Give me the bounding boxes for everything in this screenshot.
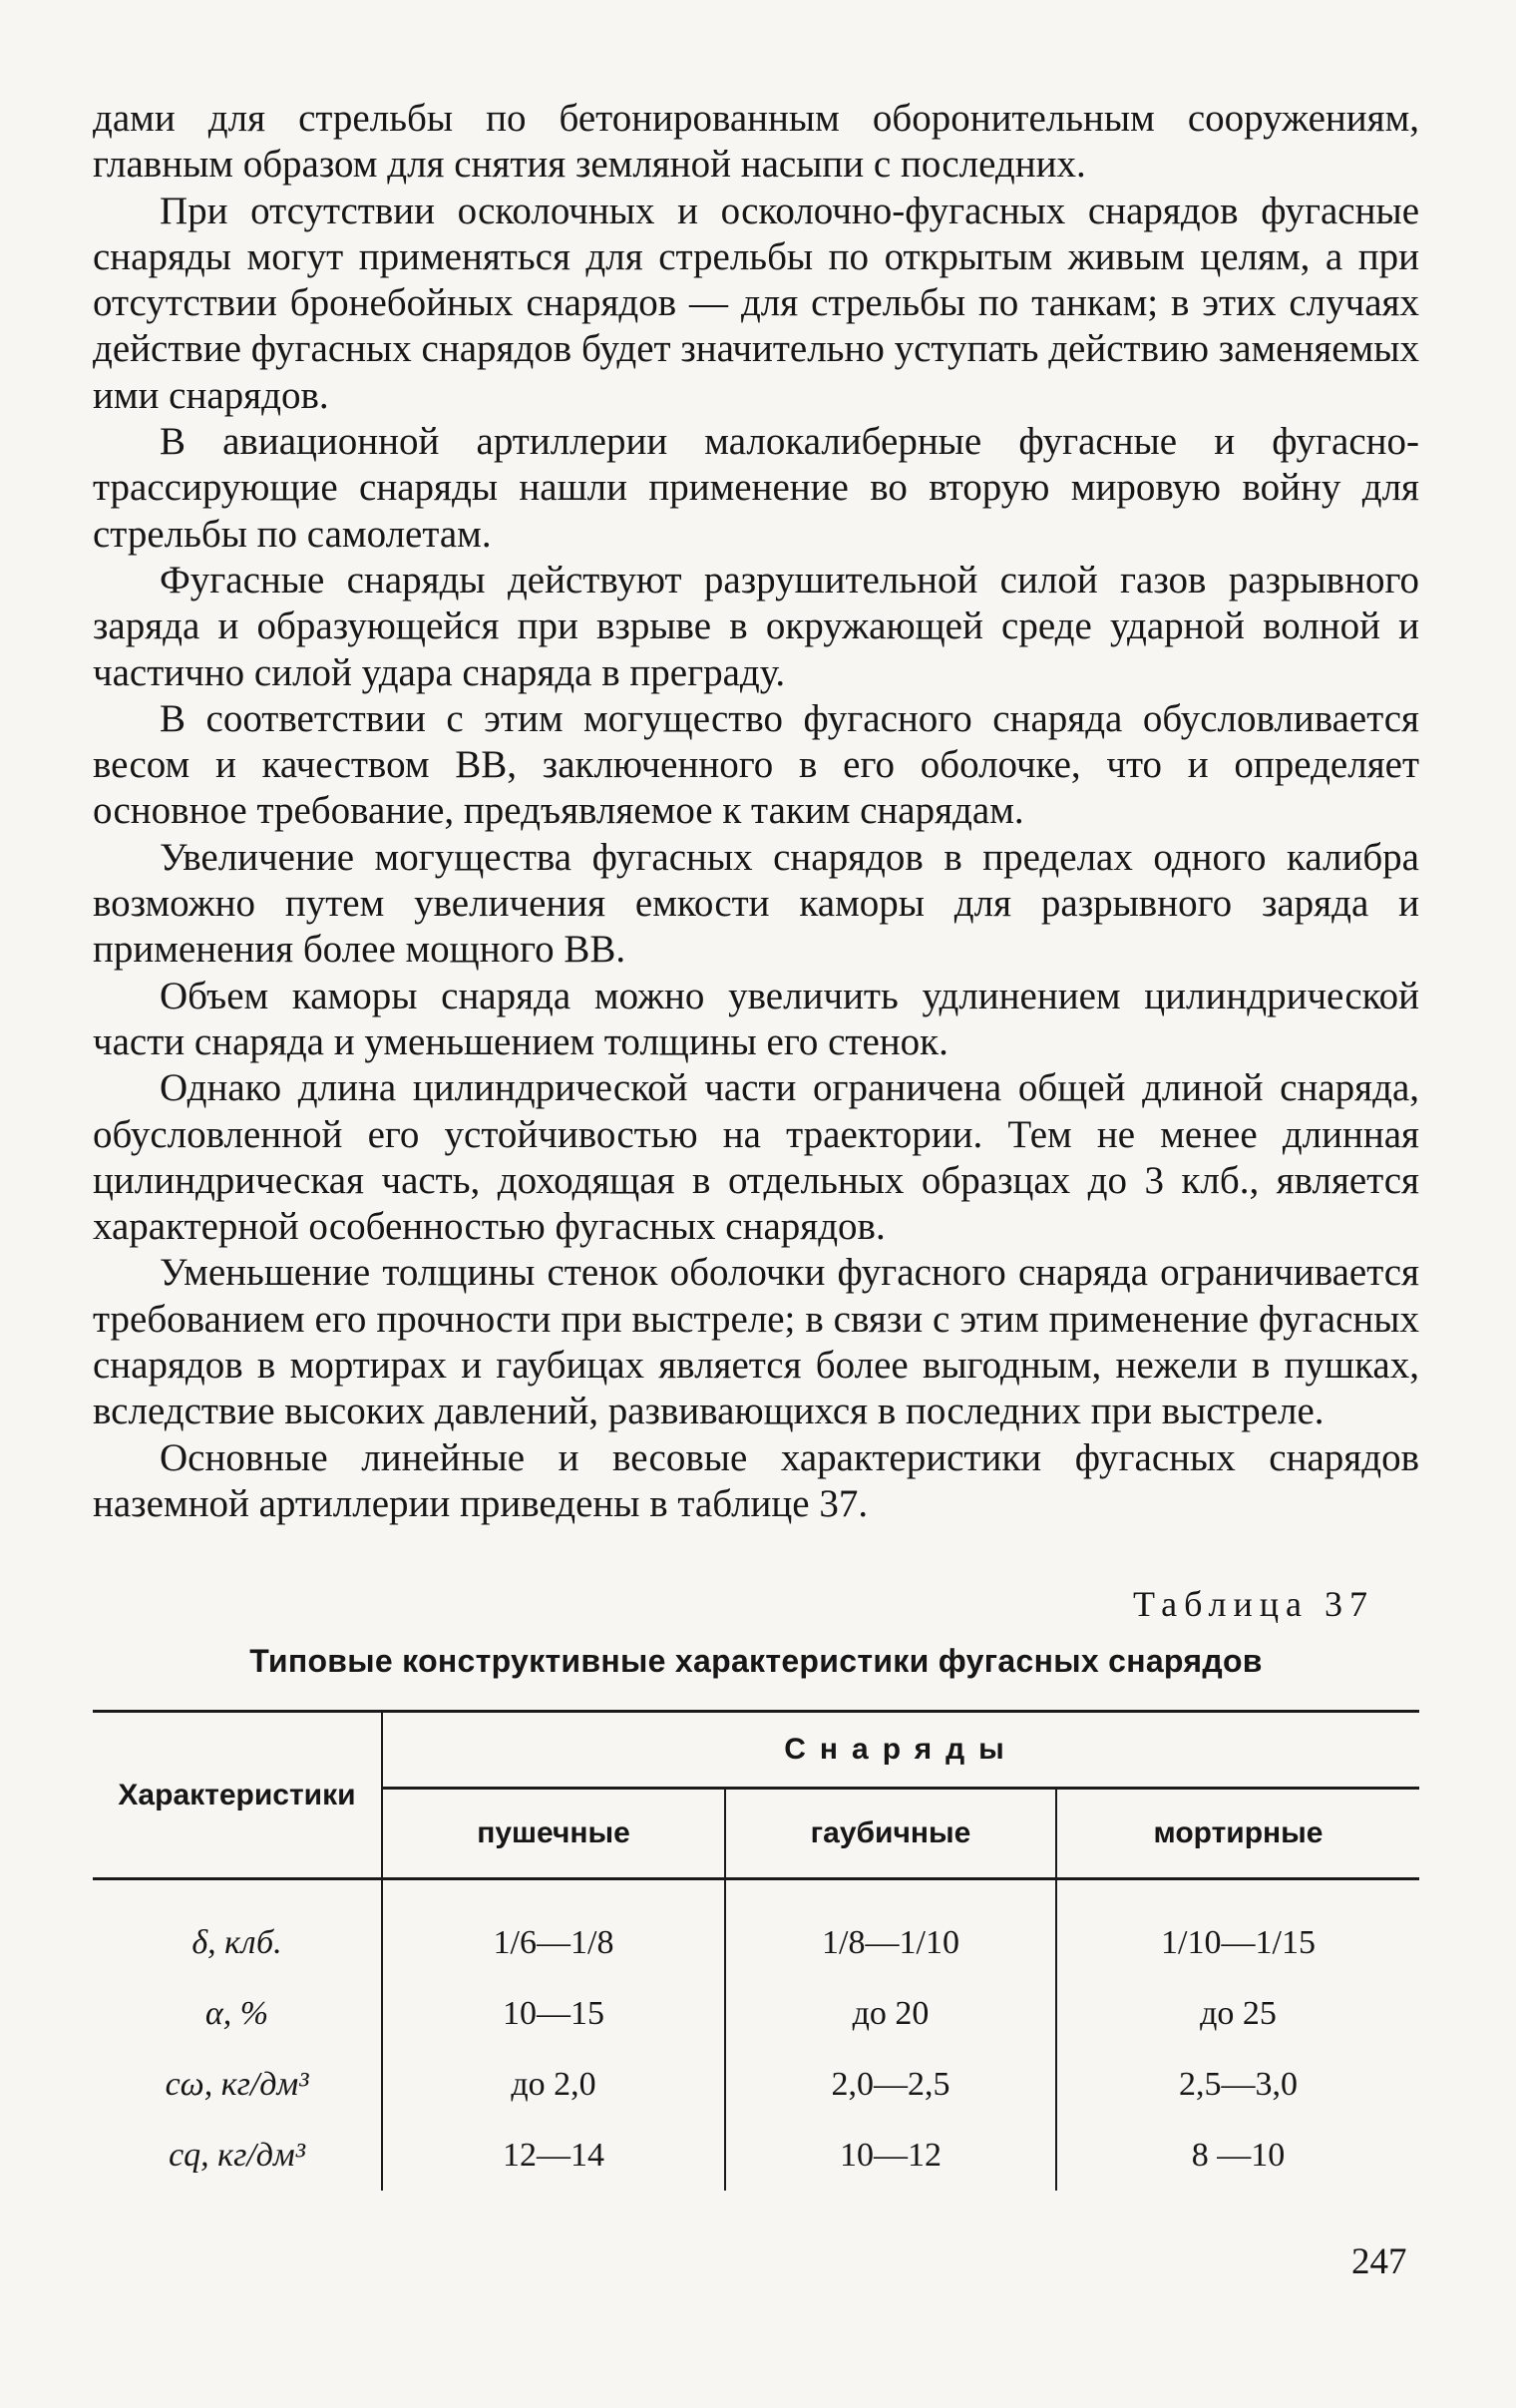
cell-value: до 20: [725, 1978, 1056, 2049]
cell-value: 10—12: [725, 2120, 1056, 2191]
paragraph: Фугасные снаряды действуют разрушительной силой газов разрывного заряда и образующейся при взрыве в окружающей среде ударной волной и частично силой удара снаряда в преграду.: [93, 558, 1419, 694]
cell-value: 1/10—1/15: [1056, 1879, 1419, 1979]
cell-value: 12—14: [382, 2120, 725, 2191]
paragraph: Уменьшение толщины стенок оболочки фугасного снаряда ограничивается требованием его прочности при выстреле; в связи с этим применение фугасных снарядов в мортирах и гаубицах является более выгодным, нежели в пушках, вследствие высоких давлений, развивающихся в последних при выстреле.: [93, 1251, 1419, 1433]
page-number: 247: [1351, 2241, 1407, 2282]
header-characteristics: Характеристики: [93, 1712, 382, 1879]
table-row: [93, 1879, 1419, 1979]
row-label: α, %: [204, 1994, 269, 2032]
row-label: cω, кг/дм³: [165, 2065, 309, 2103]
table-row: [93, 1978, 1419, 2049]
header-gun-shells: пушечные: [382, 1789, 725, 1879]
cell-value: до 25: [1056, 1978, 1419, 2049]
paragraph: Однако длина цилиндрической части ограничена общей длиной снаряда, обусловленной его устойчивостью на траектории. Тем не менее длинная цилиндрическая часть, доходящая в отдельных образцах до 3 клб., является характерной особенностью фугасных снарядов.: [93, 1066, 1419, 1249]
book-page: [93, 96, 1419, 2191]
table-row: [93, 2120, 1419, 2191]
cell-value: 1/6—1/8: [382, 1879, 725, 1979]
header-shells: Снаряды: [382, 1712, 1419, 1789]
header-howitzer-shells: гаубичные: [725, 1789, 1056, 1879]
cell-value: 2,0—2,5: [725, 2049, 1056, 2120]
cell-value: 1/8—1/10: [725, 1879, 1056, 1979]
cell-value: 2,5—3,0: [1056, 2049, 1419, 2120]
paragraph: В авиационной артиллерии малокалиберные фугасные и фугасно-трассирующие снаряды нашли применение во вторую мировую войну для стрельбы по самолетам.: [93, 420, 1419, 556]
header-mortar-shells: мортирные: [1056, 1789, 1419, 1879]
paragraph: В соответствии с этим могущество фугасного снаряда обусловливается весом и качеством ВВ, заключенного в его оболочке, что и определяет основное требование, предъявляемое к таким снарядам.: [93, 696, 1419, 833]
row-label: cq, кг/дм³: [169, 2136, 305, 2174]
cell-value: 8 —10: [1056, 2120, 1419, 2191]
characteristics-table: [93, 1710, 1419, 2191]
table-row: [93, 2049, 1419, 2120]
cell-value: 10—15: [382, 1978, 725, 2049]
table-title: Типовые конструктивные характеристики фугасных снарядов: [249, 1643, 1263, 1680]
row-label: δ, клб.: [191, 1923, 282, 1961]
paragraph: При отсутствии осколочных и осколочно-фугасных снарядов фугасные снаряды могут применяться для стрельбы по открытым живым целям, а при отсутствии бронебойных снарядов — для стрельбы по танкам; в этих случаях действие фугасных снарядов будет значительно уступать действию заменяемых ими снарядов.: [93, 189, 1419, 417]
paragraph: Увеличение могущества фугасных снарядов в пределах одного калибра возможно путем увеличения емкости каморы для разрывного заряда и применения более мощного ВВ.: [93, 835, 1419, 972]
paragraph: Основные линейные и весовые характеристики фугасных снарядов наземной артиллерии приведены в таблице 37.: [93, 1435, 1419, 1525]
paragraph: дами для стрельбы по бетонированным оборонительным сооружениям, главным образом для снятия земляной насыпи с последних.: [93, 97, 1419, 187]
table-number: Таблица 37: [1133, 1584, 1374, 1625]
body-text: [93, 96, 1419, 1527]
cell-value: до 2,0: [382, 2049, 725, 2120]
paragraph: Объем каморы снаряда можно увеличить удлинением цилиндрической части снаряда и уменьшением толщины его стенок.: [93, 974, 1419, 1063]
